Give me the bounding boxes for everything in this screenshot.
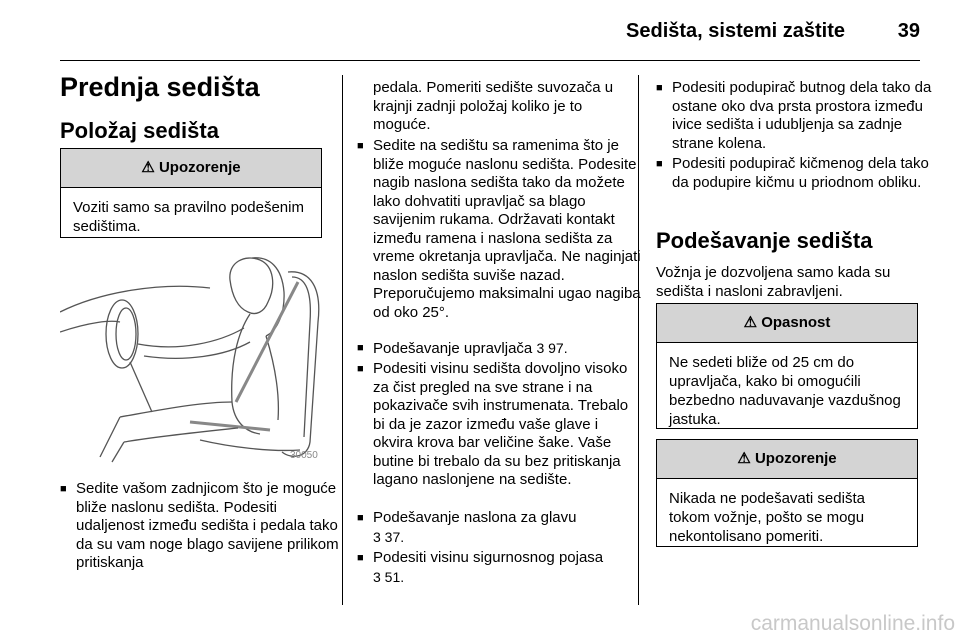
warning-triangle-icon: ⚠	[743, 314, 758, 331]
bullet-square-icon: ■	[357, 342, 364, 354]
danger-text: Ne sedeti bliže od 25 cm do upravljača, kako bi omogućili bezbedno naduvavanje vazdušnog jastuka.	[669, 354, 901, 428]
list-item	[357, 549, 641, 587]
list-item	[357, 360, 641, 490]
figure-number: 30050	[290, 450, 318, 461]
warning-box-header	[61, 149, 321, 188]
list-item	[357, 137, 641, 322]
section-heading: Prednja sedišta	[60, 72, 260, 102]
page-reference-link[interactable]: 3 97.	[536, 340, 568, 356]
page-reference-link[interactable]: 3 37.	[373, 528, 405, 545]
list-item-text: Sedite na sedištu sa ramenima što je bliže moguće naslonu sedišta. Podesite nagib naslona sedišta tako da možete lako dohvatiti upravljač sa blago savijenim rukama. Održavati kontakt između ramena i naslona sedišta za vreme okretanja upravljača. Ne naginjati naslon sedišta suviše nazad. Preporučujemo maksimalni ugao nagiba od oko 25°.	[373, 137, 641, 321]
list-item-text: Podesiti visinu sedišta dovoljno visoko za čist pregled na sve strane i na pokazivače svih instrumenata. Trebalo bi da je zazor između vaše glave i okvira krova bar veličine šake. Vaše butine bi trebalo da su bez pritiskanja lagano naslonjene na sedište.	[373, 360, 629, 488]
subsection-heading: Položaj sedišta	[60, 118, 219, 143]
list-item-text: Podešavanje upravljača	[373, 340, 533, 357]
bullet-square-icon: ■	[357, 512, 364, 524]
list-item-text: Podesiti visinu sigurnosnog pojasa	[373, 549, 604, 566]
list-item	[357, 509, 641, 547]
warning-box	[656, 439, 918, 547]
warning-title: Upozorenje	[158, 159, 241, 176]
list-item-text: Podesiti podupirač kičmenog dela tako da podupire kičmu u priodnom obliku.	[672, 155, 929, 191]
column-divider	[342, 75, 343, 605]
bullet-square-icon: ■	[656, 82, 663, 94]
list-item-text: Podesiti podupirač butnog dela tako da ostane oko dva prsta prostora između ivice sedišta i udubljenja sa zadnje strane kolena.	[672, 79, 932, 152]
list-item-text: Podešavanje naslona za glavu	[373, 509, 577, 526]
warning-triangle-icon: ⚠	[141, 159, 155, 176]
bullet-square-icon: ■	[60, 483, 67, 495]
bullet-square-icon: ■	[656, 158, 663, 170]
section-heading: Podešavanje sedišta	[656, 228, 873, 253]
header-rule	[60, 60, 920, 61]
list-item	[357, 339, 641, 359]
danger-box	[656, 303, 918, 429]
page-number: 39	[897, 20, 920, 42]
bullet-square-icon: ■	[357, 552, 364, 564]
list-item	[60, 480, 340, 573]
list-item	[656, 155, 940, 192]
running-header-title: Sedišta, sistemi zaštite	[626, 20, 845, 42]
warning-triangle-icon: ⚠	[737, 450, 751, 467]
watermark: carmanualsonline.info	[750, 612, 955, 635]
list-item-text: Sedite vašom zadnjicom što je moguće bliže naslonu sedišta. Podesiti udaljenost između sedišta i pedala tako da su vam noge blago savijene prilikom pritiskanja	[76, 480, 339, 571]
danger-box-header	[657, 304, 917, 343]
list-item	[656, 79, 940, 153]
paragraph-continued: pedala. Pomeriti sedište suvozača u krajnji zadnji položaj koliko je to moguće.	[373, 79, 614, 133]
warning-box-header	[657, 440, 917, 479]
page-reference-link[interactable]: 3 51.	[373, 568, 405, 585]
warning-text: Nikada ne podešavati sedišta tokom vožnje, pošto se mogu nekontolisano pomeriti.	[669, 490, 865, 545]
danger-title: Opasnost	[761, 314, 831, 331]
bullet-square-icon: ■	[357, 363, 364, 375]
bullet-square-icon: ■	[357, 140, 364, 152]
warning-text: Voziti samo sa pravilno podešenim sedištima.	[73, 199, 304, 235]
seat-position-illustration	[60, 252, 322, 464]
warning-box	[60, 148, 322, 238]
warning-title: Upozorenje	[754, 450, 837, 467]
intro-paragraph: Vožnja je dozvoljena samo kada su sedišta i nasloni zabravljeni.	[656, 264, 891, 300]
